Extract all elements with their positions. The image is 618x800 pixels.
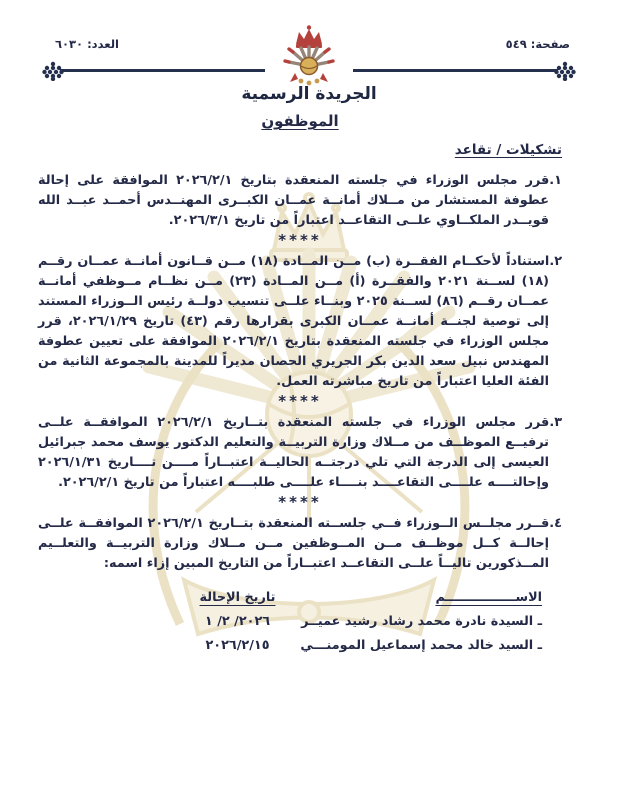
paragraph-number: ١. xyxy=(549,173,562,188)
subsection-title: تشكيلات / تقاعد xyxy=(454,142,562,158)
rule-knot-icon xyxy=(554,61,576,81)
referral-date: ٢٠٢٦/ ٢/ ١ xyxy=(204,614,271,629)
table-row xyxy=(190,638,542,653)
header-rule-right xyxy=(353,69,558,72)
employee-name: ـ السيدة نادرة محمد رشاد رشيد عميــر xyxy=(301,614,542,629)
asterisk-separator: **** xyxy=(278,231,322,249)
decision-paragraph-4 xyxy=(38,514,562,574)
asterisk-separator: **** xyxy=(278,392,322,410)
jordan-coat-of-arms-icon xyxy=(282,24,336,86)
gazette-title: الجريدة الرسمية xyxy=(241,84,377,104)
decision-paragraph-2 xyxy=(38,252,562,392)
table-row xyxy=(190,614,542,629)
paragraph-number: ٣. xyxy=(549,415,562,430)
paragraph-text: قرر مجلس الوزراء في جلسته المنعقدة بتــاريخ ٢٠٢٦/٢/١ الموافقــة علــى ترفيــع الموظــف من مــلاك وزارة التربيــة والتعليم الدكتور يوسف محمد جبرائيل العيسى إلى الدرجة التي تلي درجتــه الحاليــة اعتبــاراً مــــن تــــاريخ ٢٠٢٦/١/٣١ وإحالتــــه علــــى التقاعــــد بنــــاء علــــى طلبــــه اعتباراً من تاريخ ٢٠٢٦/٢/١. xyxy=(38,415,550,490)
page-number-label: صفحة: ٥٤٩ xyxy=(505,37,570,51)
asterisk-separator: **** xyxy=(278,493,322,511)
page-header xyxy=(0,0,618,112)
decision-paragraph-1 xyxy=(38,171,562,231)
table-header-row xyxy=(190,590,542,605)
date-column-header: تاريخ الإحالة xyxy=(199,590,276,605)
referral-date: ٢٠٢٦/٢/١٥ xyxy=(205,638,270,653)
paragraph-number: ٤. xyxy=(549,516,562,531)
paragraph-text: قــرر مجلــس الــوزراء فــي جلســته المنعقدة بتــاريخ ٢٠٢٦/٢/١ الموافقــة علــى إحالــة كــل موظــف مــن المــوظفين مــن مــلاك وزارة التربيــة والتعلــيم المــذكورين تاليــاً علــى التقاعــد اعتبــاراً من التاريخ المبين إزاء اسمه: xyxy=(38,516,550,571)
paragraph-text: قرر مجلس الوزراء في جلسته المنعقدة بتاريخ ٢٠٢٦/٢/١ الموافقة على إحالة عطوفة المستشار من مــلاك أمانــة عمــان الكبــرى المهنــدس أحمــد عبــد الله قويــدر الملكــاوي علــى التقاعــد اعتباراً من تاريخ ٢٠٢٦/٣/١. xyxy=(38,173,550,228)
paragraph-text: استناداً لأحكــام الفقــرة (ب) مــن المــادة (١٨) مــن قــانون أمانــة عمــان رقــم (١٨) لســنة ٢٠٢١ والفقــرة (أ) مــن المــادة (٢٣) مــن نظــام مــوظفي أمانــة عمــان رقــم (٨٦) لســنة ٢٠٢٥ وبنــاء علــى تنسيب دولــة رئيس الــوزراء المستند إلى توصية لجنــة أمانــة عمــان الكبرى بقرارها رقم (٤٣) تاريخ ٢٠٢٦/١/٢٩، قرر مجلس الوزراء في جلسته المنعقدة بتاريخ ٢٠٢٦/٢/١ الموافقة على تعيين عطوفة المهندس نبيل سعد الدين بكر الجريري الحصان مديراً للمدينة بالمجموعة الثانية من الفئة العليا اعتباراً من تاريخ مباشرته العمل. xyxy=(38,254,550,389)
section-title: الموظفون xyxy=(261,112,339,130)
employee-name: ـ السيد خالد محمد إسماعيل المومنـــي xyxy=(300,638,542,653)
name-column-header: الاســــــــــــــــم xyxy=(435,590,542,605)
retirement-table xyxy=(190,590,542,653)
header-rule-left xyxy=(60,69,265,72)
issue-number-label: العدد: ٦٠٣٠ xyxy=(55,37,119,51)
paragraph-number: ٢. xyxy=(549,254,562,269)
decision-paragraph-3 xyxy=(38,413,562,493)
